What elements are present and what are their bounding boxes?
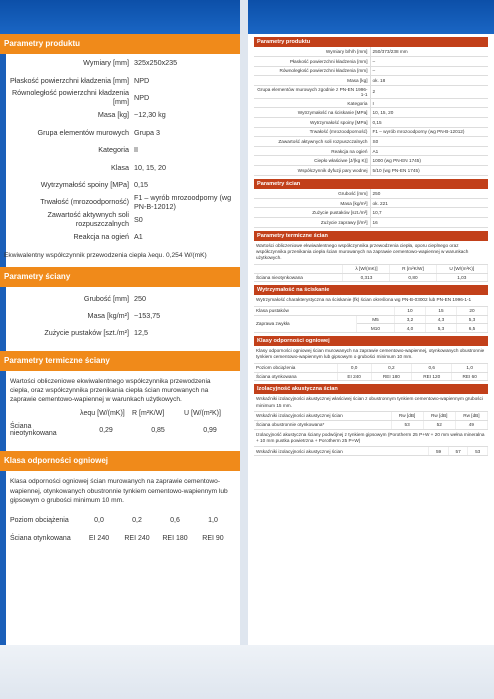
row-label: Wymiary [mm] xyxy=(83,58,129,68)
right-thermal-value-lambda: 0,313 xyxy=(343,273,390,282)
left-fire-class-2: REI 180 xyxy=(162,534,188,542)
row-label: Kategoria xyxy=(254,98,370,108)
table-row xyxy=(0,228,240,245)
right-strength-mortar-label: Zaprawa zwykła xyxy=(254,315,356,332)
row-label: Płaskość powierzchni kładzenia [mm] xyxy=(9,75,129,85)
right-acoustic-value: 53 xyxy=(391,421,423,430)
table-row xyxy=(0,290,240,307)
right-content xyxy=(254,34,488,456)
right-acoustic-value: 57 xyxy=(448,447,468,456)
row-value: 250 xyxy=(370,189,488,199)
right-acoustic-header: Izolacyjność akustyczna ścian xyxy=(254,384,488,394)
right-strength-value: 6,5 xyxy=(456,324,487,333)
row-value: II xyxy=(134,145,138,155)
left-fire-table xyxy=(0,511,240,547)
left-fire-note: Klasa odporności ogniowej ścian murowanych na zaprawie cementowo-wapiennej, otynkowanych obustronnie tynkiem cementowo-wapiennym lub gipsowym o grubości minimum 10 mm. xyxy=(10,478,228,504)
row-value: 250/373/238 mm xyxy=(370,47,488,57)
row-label: Klasa xyxy=(111,162,129,172)
row-label: Masa [kg/m²] xyxy=(254,198,370,208)
right-acoustic-value: 53 xyxy=(468,447,488,456)
table-row xyxy=(254,137,488,147)
row-label: Ciepło właściwe [J/(kg K)] xyxy=(254,156,370,166)
row-value: 325x250x235 xyxy=(134,58,178,68)
row-value: 5/10 (wg PN-EN 1745) xyxy=(370,166,488,176)
left-thermal-row-label: Ściana nieotynkowana xyxy=(10,423,57,438)
row-label: Kategoria xyxy=(98,145,129,155)
row-value: 12,5 xyxy=(134,328,148,338)
left-blue-banner xyxy=(0,0,240,34)
row-label: Wytrzymałość spoiny [MPa] xyxy=(254,118,370,128)
right-fire-level-2: 0,6 xyxy=(412,364,452,373)
row-label: Masa [kg/m²] xyxy=(87,311,129,321)
right-acoustic-row1-label: Wskaźniki izolacyjności akustycznej ścian xyxy=(254,412,391,421)
right-product-table xyxy=(254,47,488,176)
table-row xyxy=(254,189,488,199)
row-value: 0,15 xyxy=(134,179,148,189)
right-fire-level-label: Poziom obciążenia xyxy=(254,364,337,373)
table-row xyxy=(254,98,488,108)
row-label: Grupa elementów murowych zgodnie z PN-EN 1996-1-1 xyxy=(254,85,370,98)
right-thermal-note: Wartości obliczeniowe ekwiwalentnego współczynnika przewodzenia ciepła, oporu cieplnego oraz współczynnika przenikania ciepła ścian murowanych na zaprawie cementowo-wapiennej w warunkach użytkowych. xyxy=(254,241,488,265)
row-label: Zawartość aktywnych soli rozpuszczalnych xyxy=(47,210,129,229)
row-label: Równoległość powierzchni kładzenia [mm] xyxy=(11,88,129,107)
table-row xyxy=(254,66,488,76)
right-fire-class-0: EI 240 xyxy=(337,372,371,381)
row-label: Reakcja na ogień xyxy=(254,146,370,156)
left-fire-class-3: REI 90 xyxy=(202,534,224,542)
row-value: S0 xyxy=(370,137,488,147)
right-fire-class-2: REI 120 xyxy=(412,372,452,381)
right-acoustic-row3-label: Wskaźniki izolacyjności akustycznej ścian xyxy=(254,447,429,456)
left-thermal-col-r: R [m²K/W] xyxy=(132,410,165,418)
right-strength-value: 3,2 xyxy=(394,315,425,324)
row-label: Masa [kg] xyxy=(97,110,129,120)
right-wall-table xyxy=(254,189,488,228)
row-value: A1 xyxy=(370,146,488,156)
table-row xyxy=(254,47,488,57)
row-value: F1 – wyrób mrozoodporny (wg PN-B-12012) xyxy=(370,127,488,137)
right-acoustic-note-1: Wskaźniki izolacyjności akustycznej właściwej ścian z obustronnym tynkiem cementowo-wapiennym grubości minimum 15 mm. xyxy=(254,394,488,412)
row-label: Zużycie zaprawy [l/m²] xyxy=(254,217,370,227)
left-fire-header: Klasa odporności ogniowej xyxy=(0,451,240,471)
right-strength-class-label: Klasa pustaków xyxy=(254,307,394,316)
left-fire-class-0: EI 240 xyxy=(88,534,110,542)
right-fire-level-1: 0,2 xyxy=(371,364,411,373)
right-fire-table xyxy=(254,364,488,382)
row-value: 2 xyxy=(370,85,488,98)
table-row xyxy=(254,156,488,166)
left-thermal-col-u: U [W/(m²K)] xyxy=(184,410,221,418)
row-label: Wytrzymałość spoiny [MPa] xyxy=(40,179,129,189)
row-value: 10, 15, 20 xyxy=(370,108,488,118)
left-product-header: Parametry produktu xyxy=(0,34,240,54)
row-value: 16 xyxy=(370,217,488,227)
row-label: Zawartość aktywnych soli rozpuszczalnych xyxy=(254,137,370,147)
row-label: Trwałość (mrozoodporność) xyxy=(40,197,129,207)
left-product-table xyxy=(0,54,240,245)
left-thermal-value-u: 0,99 xyxy=(203,426,217,434)
row-label: Trwałość (mrozoodporność) xyxy=(254,127,370,137)
table-row xyxy=(0,211,240,228)
table-row xyxy=(254,198,488,208)
right-wall-header: Parametry ścian xyxy=(254,179,488,189)
table-row xyxy=(0,71,240,88)
left-fire-level-0: 0,0 xyxy=(94,516,104,524)
right-thermal-row-label: Ściana nieotynkowana xyxy=(254,273,343,282)
row-label: Wymiary b/h/h [mm] xyxy=(254,47,370,57)
row-label: Masa [kg] xyxy=(254,76,370,86)
row-label: Zużycie pustaków [szt./m²] xyxy=(254,208,370,218)
right-thermal-value-u: 1,03 xyxy=(436,273,487,282)
right-blue-banner xyxy=(248,0,494,34)
left-fire-wall-label: Ściana otynkowana xyxy=(10,534,71,542)
right-strength-table xyxy=(254,307,488,333)
right-strength-class-1: 15 xyxy=(425,307,456,316)
table-row xyxy=(0,158,240,175)
right-strength-note: Wytrzymałość charakterystyczna na ściskanie (fk) ścian określona wg PN-B-03002 lub PN-EN 1996-1-1 xyxy=(254,295,488,306)
right-acoustic-table-1 xyxy=(254,412,488,430)
right-acoustic-note-2: Izolacyjność akustyczna ściany podwójnej z tynkiem gipsowym (Porotherm 25 P+W + 20 mm wełna mineralna + 10 mm pustka powietrzna + Porotherm 25 P+W) xyxy=(254,430,488,448)
right-thermal-col-u: U [W/(m²K)] xyxy=(436,265,487,274)
right-acoustic-col-2: Rw [dB] xyxy=(455,412,487,421)
row-label: Płaskość powierzchni kładzenia [mm] xyxy=(254,57,370,67)
row-value: NPD xyxy=(134,92,150,102)
left-thermal-col-lambda: λequ [W/(mK)] xyxy=(80,410,125,418)
right-thermal-col-lambda: λ [W/(mK)] xyxy=(343,265,390,274)
left-fire-level-3: 1,0 xyxy=(208,516,218,524)
row-value: A1 xyxy=(134,232,143,242)
row-label: Grubość [mm] xyxy=(254,189,370,199)
left-thermal-value-lambda: 0,29 xyxy=(99,426,113,434)
left-thermal-value-r: 0,85 xyxy=(151,426,165,434)
row-value: 10, 15, 20 xyxy=(134,162,166,172)
table-row xyxy=(254,146,488,156)
table-row xyxy=(254,217,488,227)
right-acoustic-table-2 xyxy=(254,447,488,456)
row-value: ok. 221 xyxy=(370,198,488,208)
table-row xyxy=(254,208,488,218)
row-label: Równoległość powierzchni kładzenia [mm] xyxy=(254,66,370,76)
row-label: Współczynnik dyfuzji pary wodnej xyxy=(254,166,370,176)
left-wall-header: Parametry ściany xyxy=(0,267,240,287)
row-value: 0,15 xyxy=(370,118,488,128)
row-label: Grubość [mm] xyxy=(83,293,129,303)
right-thermal-table xyxy=(254,265,488,283)
table-row xyxy=(254,85,488,98)
row-value: 1000 (wg PN-EN 1745) xyxy=(370,156,488,166)
row-label: Reakcja na ogień xyxy=(73,232,129,242)
table-row xyxy=(0,106,240,123)
table-row xyxy=(0,89,240,106)
left-fire-level-1: 0,2 xyxy=(132,516,142,524)
row-value: S0 xyxy=(134,214,143,224)
right-strength-value: 4,3 xyxy=(425,315,456,324)
row-value: F1 – wyrób mrozoodporny (wg PN-B-12012) xyxy=(134,192,232,211)
right-fire-class-3: REI 60 xyxy=(452,372,488,381)
left-datasheet xyxy=(0,0,240,645)
right-product-header: Parametry produktu xyxy=(254,37,488,47)
left-thermal-header: Parametry termiczne ściany xyxy=(0,351,240,371)
table-row xyxy=(254,108,488,118)
right-strength-value: 5,3 xyxy=(456,315,487,324)
right-strength-grade-1: M10 xyxy=(356,324,394,333)
right-fire-class-1: REI 180 xyxy=(371,372,411,381)
row-value: ~12,30 kg xyxy=(134,110,166,120)
row-label: Wytrzymałość na ściskanie [MPa] xyxy=(254,108,370,118)
row-value: ~153,75 xyxy=(134,311,161,321)
row-value: Grupa 3 xyxy=(134,127,160,137)
table-row xyxy=(254,76,488,86)
right-thermal-value-r: 0,80 xyxy=(390,273,436,282)
table-row xyxy=(0,307,240,324)
table-row xyxy=(0,324,240,341)
right-strength-value: 4,0 xyxy=(394,324,425,333)
table-row xyxy=(254,166,488,176)
table-row xyxy=(254,127,488,137)
right-acoustic-value: 49 xyxy=(455,421,487,430)
table-row xyxy=(0,193,240,210)
left-product-footer: Ekwiwalentny współczynnik przewodzenia ciepła λequ. 0,254 W/(mK) xyxy=(4,252,207,260)
left-fire-level-label: Poziom obciążenia xyxy=(10,516,69,524)
right-strength-class-2: 20 xyxy=(456,307,487,316)
right-strength-value: 5,3 xyxy=(425,324,456,333)
right-fire-header: Klasy odporności ogniowej xyxy=(254,336,488,346)
right-acoustic-col-0: Rw [dB] xyxy=(391,412,423,421)
left-wall-table xyxy=(0,287,240,342)
right-strength-class-0: 10 xyxy=(394,307,425,316)
table-row xyxy=(0,176,240,193)
row-value: – xyxy=(370,66,488,76)
right-strength-grade-0: M5 xyxy=(356,315,394,324)
table-row xyxy=(0,54,240,71)
right-fire-wall-label: Ściana otynkowana xyxy=(254,372,337,381)
right-fire-note: Klasy odporności ogniowej ścian murowanych na zaprawie cementowo-wapiennej, otynkowanych obustronnie tynkiem cementowo-wapiennym lub gipsowym o grubości minimum 10 mm. xyxy=(254,346,488,364)
left-fire-class-1: REI 240 xyxy=(124,534,150,542)
right-fire-level-3: 1,0 xyxy=(452,364,488,373)
row-value: 10,7 xyxy=(370,208,488,218)
right-thermal-header: Parametry termiczne ścian xyxy=(254,231,488,241)
row-value: I xyxy=(370,98,488,108)
right-fire-level-0: 0,0 xyxy=(337,364,371,373)
right-acoustic-value: 59 xyxy=(429,447,449,456)
left-fire-level-2: 0,6 xyxy=(170,516,180,524)
table-row xyxy=(254,118,488,128)
row-label: Grupa elementów murowych xyxy=(37,127,129,137)
table-row xyxy=(0,141,240,158)
reflection-strip xyxy=(0,645,494,699)
right-thermal-col-r: R [m²K/W] xyxy=(390,265,436,274)
row-value: – xyxy=(370,57,488,67)
row-label: Zużycie pustaków [szt./m²] xyxy=(44,328,129,338)
row-value: ok. 18 xyxy=(370,76,488,86)
right-acoustic-row2-label: Ściana obustronnie otynkowana* xyxy=(254,421,391,430)
row-value: 250 xyxy=(134,293,146,303)
left-content xyxy=(0,34,240,547)
right-acoustic-col-1: Rw [dB] xyxy=(423,412,455,421)
table-row xyxy=(0,124,240,141)
row-value: NPD xyxy=(134,75,150,85)
table-row xyxy=(254,57,488,67)
right-strength-header: Wytrzymałość na ściskanie xyxy=(254,285,488,295)
left-thermal-table xyxy=(0,410,240,437)
right-datasheet xyxy=(248,0,494,645)
right-acoustic-value: 52 xyxy=(423,421,455,430)
left-thermal-note: Wartości obliczeniowe ekwiwalentnego współczynnika przewodzenia ciepła, oraz współczynnika przenikania ciepła ścian murowanych na zaprawie cementowo-wapiennej w warunkach użytkowych. xyxy=(10,377,211,404)
